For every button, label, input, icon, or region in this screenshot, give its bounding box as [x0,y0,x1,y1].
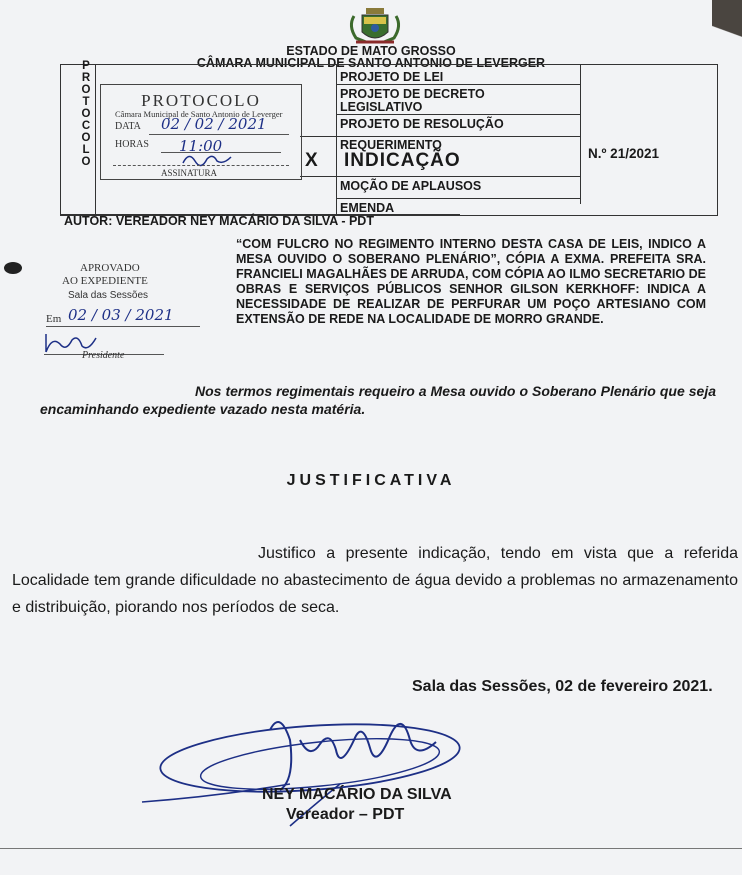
checked-mark: X [305,150,318,171]
regimental-paragraph [40,382,716,418]
signer-name: NEY MACÁRIO DA SILVA [262,786,452,803]
signer-role: Vereador – PDT [286,806,405,823]
option-resolucao: PROJETO DE RESOLUÇÃO [340,117,504,131]
document-number: N.º 21/2021 [588,146,659,161]
approval-line3: Sala das Sessões [68,290,149,301]
divider [336,64,337,216]
option-requerimento: REQUERIMENTO [340,138,442,152]
justification-paragraph [12,540,738,621]
option-indicacao: INDICAÇÃO [344,150,461,171]
hours-label: HORAS [115,139,149,150]
punch-hole [4,262,22,274]
approval-date: 02 / 03 / 2021 [68,306,174,324]
approval-date-line [46,326,200,327]
approval-line1: APROVADO [80,262,140,274]
protocol-vertical-label: P R O T O C O L O [81,60,91,168]
divider [580,64,581,204]
protocol-stamp [100,84,302,180]
signature-line [113,165,289,166]
state-heading: ESTADO DE MATO GROSSO [286,44,456,58]
option-decreto-line1: PROJETO DE DECRETO [340,87,485,101]
divider [336,84,580,85]
approval-em-label: Em [46,313,62,325]
signature-label: ASSINATURA [161,168,218,178]
divider [336,114,580,115]
indication-body: “COM FULCRO NO REGIMENTO INTERNO DESTA CASA DE LEIS, INDICO A MESA OUVIDO O SOBERANO PLENÁRIO”, CÓPIA A EXMA. PREFEITA SRA. FRANCIELI MAGALHÃES DE ARRUDA, COM CÓPIA AO ILMO SECRETARIO DE OBRAS E SERVIÇOS PÚBLICOS SENHOR GILSON KERKHOFF: INDICA A NECESSIDADE DE REALIZAR DE PERFURAR UM POÇO ARTESIANO COM EXTENSÃO DE REDE NA LOCALIDADE DE MORRO GRANDE. [236,237,706,326]
option-mocao: MOÇÃO DE APLAUSOS [340,179,482,193]
date-label: DATA [115,121,141,132]
chamber-heading: CÂMARA MUNICIPAL DE SANTO ANTONIO DE LEVERGER [196,56,546,70]
divider [95,64,96,216]
option-emenda: EMENDA [340,201,395,215]
president-label: Presidente [82,350,125,361]
hours-value: 11:00 [179,137,223,155]
justification-text: Justifico a presente indicação, tendo em vista que a referida Localidade tem grande dificuldade no abastecimento de água devido a problemas no armazenamento e distribuição, piorando nos períodos de seca. [12,545,738,616]
stamp-title: PROTOCOLO [141,91,261,110]
regimental-text: Nos termos regimentais requeiro a Mesa ouvido o Soberano Plenário que seja encaminhando expediente vazado nesta matéria. [40,383,716,417]
closing-date: Sala das Sessões, 02 de fevereiro 2021. [412,678,713,695]
author-line: AUTOR: VEREADOR NEY MACÁRIO DA SILVA - PDT [64,214,374,228]
date-value: 02 / 02 / 2021 [161,115,267,133]
coat-of-arms-icon [346,6,404,46]
justification-title: JUSTIFICATIVA [286,472,456,489]
divider [300,136,580,137]
divider [300,176,580,177]
divider [336,198,580,199]
date-line [149,134,289,135]
approval-line2: AO EXPEDIENTE [62,275,148,287]
bottom-edge-line [0,848,742,849]
stamp-subtitle: Câmara Municipal de Santo Antonio de Leverger [115,109,283,119]
option-decreto-line2: LEGISLATIVO [340,100,423,114]
option-projeto-lei: PROJETO DE LEI [340,70,444,84]
